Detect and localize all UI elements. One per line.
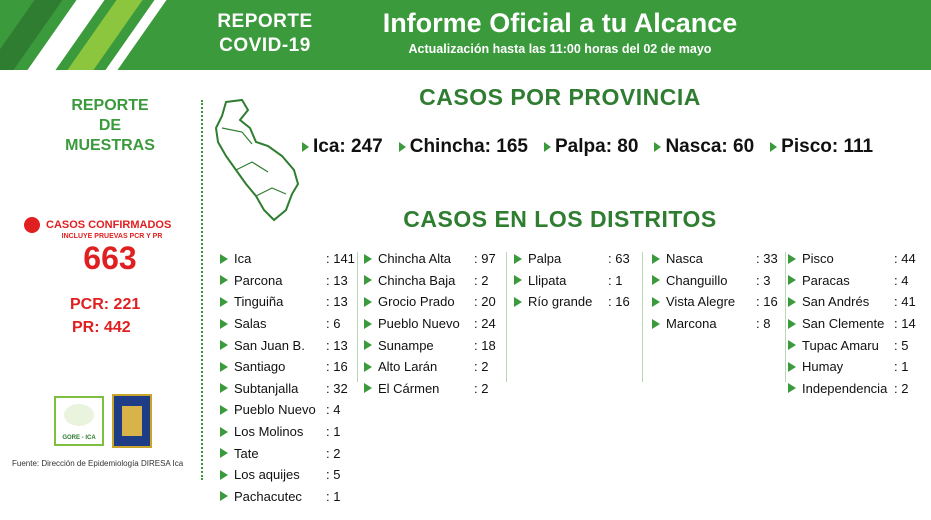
district-count: : 33 — [756, 251, 778, 267]
arrow-right-icon — [220, 340, 228, 350]
vertical-divider — [201, 100, 203, 480]
district-count: : 44 — [894, 251, 916, 267]
district-name: Ica — [234, 251, 252, 267]
arrow-right-icon — [788, 362, 796, 372]
district-name: Chincha Alta — [378, 251, 451, 267]
confirmed-sublabel: INCLUYE PRUEVAS PCR Y PR — [61, 233, 163, 240]
district-count: : 2 — [894, 380, 909, 396]
district-row — [364, 313, 504, 335]
district-row — [788, 248, 924, 270]
logo-emblem — [64, 404, 94, 426]
district-count: : 4 — [894, 272, 909, 288]
district-name: Tinguiña — [234, 294, 284, 310]
district-name: Pueblo Nuevo — [234, 402, 316, 418]
arrow-right-icon — [788, 383, 796, 393]
arrow-right-icon — [652, 254, 660, 264]
province-label: Ica: 247 — [313, 136, 383, 157]
district-count: : 18 — [474, 337, 496, 353]
district-name: Changuillo — [666, 272, 728, 288]
district-count: : 2 — [474, 359, 489, 375]
logo-label: GORE - ICA — [62, 435, 96, 441]
districts-title: CASOS EN LOS DISTRITOS — [403, 206, 717, 232]
district-name: Paracas — [802, 272, 850, 288]
district-name: Llipata — [528, 272, 567, 288]
district-name: Grocio Prado — [378, 294, 455, 310]
district-count: : 1 — [326, 424, 341, 440]
arrow-right-icon — [220, 297, 228, 307]
district-row — [514, 248, 638, 270]
district-row — [220, 378, 356, 400]
district-count: : 2 — [326, 445, 341, 461]
arrow-right-icon — [220, 254, 228, 264]
district-row — [364, 356, 504, 378]
arrow-right-icon — [220, 470, 228, 480]
confirmed-label: CASOS CONFIRMADOS — [46, 219, 172, 231]
district-name: San Andrés — [802, 294, 870, 310]
arrow-right-icon — [364, 254, 372, 264]
district-column-nasca — [652, 248, 786, 334]
arrow-right-icon — [364, 319, 372, 329]
district-count: : 1 — [894, 359, 909, 375]
province-item — [302, 136, 383, 158]
district-count: : 14 — [894, 316, 916, 332]
arrow-right-icon — [220, 491, 228, 501]
arrow-right-icon — [652, 319, 660, 329]
province-item — [544, 136, 638, 158]
district-row — [788, 313, 924, 335]
district-name: Pueblo Nuevo — [378, 316, 460, 332]
pr-count: PR: 442 — [72, 319, 131, 336]
district-name: Tate — [234, 445, 259, 461]
district-row — [364, 248, 504, 270]
district-row — [364, 334, 504, 356]
report-line-1: REPORTE — [217, 11, 313, 32]
arrow-right-icon — [652, 275, 660, 285]
district-count: : 16 — [326, 359, 348, 375]
arrow-right-icon — [220, 383, 228, 393]
arrow-right-icon — [770, 142, 777, 152]
page-title: Informe Oficial a tu Alcance — [382, 8, 738, 38]
arrow-right-icon — [654, 142, 661, 152]
district-row — [220, 334, 356, 356]
district-row — [220, 464, 356, 486]
district-name: Tupac Amaru — [802, 337, 879, 353]
district-row — [220, 248, 356, 270]
district-row — [220, 486, 356, 508]
district-count: : 6 — [326, 316, 341, 332]
ica-region-map-icon — [212, 98, 302, 222]
district-count: : 1 — [326, 488, 341, 504]
page-subtitle: Actualización hasta las 11:00 horas del 02 de mayo — [408, 42, 712, 56]
arrow-right-icon — [788, 319, 796, 329]
district-count: : 63 — [608, 251, 630, 267]
arrow-right-icon — [302, 142, 309, 152]
district-count: : 2 — [474, 272, 489, 288]
district-row — [364, 270, 504, 292]
district-name: Subtanjalla — [234, 380, 299, 396]
district-count: : 5 — [326, 467, 341, 483]
district-column-chincha — [364, 248, 504, 399]
district-count: : 16 — [756, 294, 778, 310]
samples-title-line: MUESTRAS — [65, 137, 155, 154]
district-row — [220, 421, 356, 443]
district-row — [220, 442, 356, 464]
column-divider — [506, 252, 507, 382]
provinces-title: CASOS POR PROVINCIA — [419, 84, 701, 110]
gore-ica-logo — [54, 396, 104, 446]
arrow-right-icon — [788, 275, 796, 285]
district-row — [788, 291, 924, 313]
samples-title-line: DE — [98, 117, 122, 134]
arrow-right-icon — [364, 340, 372, 350]
arrow-right-icon — [220, 405, 228, 415]
district-name: Pisco — [802, 251, 834, 267]
district-row — [364, 378, 504, 400]
report-label — [205, 10, 325, 58]
district-count: : 41 — [894, 294, 916, 310]
district-name: Los Molinos — [234, 424, 304, 440]
district-name: Río grande — [528, 294, 593, 310]
district-name: Parcona — [234, 272, 283, 288]
district-name: Pachacutec — [234, 488, 302, 504]
province-label: Chincha: 165 — [409, 136, 528, 157]
district-name: Sunampe — [378, 337, 434, 353]
district-name: Santiago — [234, 359, 286, 375]
samples-report-title — [40, 96, 180, 156]
district-count: : 97 — [474, 251, 496, 267]
arrow-right-icon — [788, 340, 796, 350]
district-count: : 4 — [326, 402, 341, 418]
district-row — [788, 378, 924, 400]
province-label: Palpa: 80 — [555, 136, 639, 157]
district-row — [652, 291, 786, 313]
header-banner — [0, 0, 931, 70]
province-label: Nasca: 60 — [665, 136, 755, 157]
district-count: : 32 — [326, 380, 348, 396]
district-row — [220, 270, 356, 292]
arrow-right-icon — [399, 142, 406, 152]
province-label: Pisco: 111 — [781, 136, 874, 157]
district-row — [788, 334, 924, 356]
district-count: : 141 — [326, 251, 355, 267]
arrow-right-icon — [514, 297, 522, 307]
district-name: Humay — [802, 359, 844, 375]
district-name: Chincha Baja — [378, 272, 456, 288]
district-count: : 16 — [608, 294, 630, 310]
district-count: : 1 — [608, 272, 623, 288]
province-item — [654, 136, 754, 158]
arrow-right-icon — [220, 362, 228, 372]
district-row — [220, 313, 356, 335]
district-count: : 13 — [326, 272, 348, 288]
district-row — [652, 248, 786, 270]
district-name: Los aquijes — [234, 467, 300, 483]
diresa-shield-logo — [112, 394, 152, 448]
district-column-ica — [220, 248, 356, 507]
arrow-right-icon — [220, 319, 228, 329]
arrow-right-icon — [788, 254, 796, 264]
red-dot-icon — [24, 217, 40, 233]
arrow-right-icon — [364, 362, 372, 372]
arrow-right-icon — [514, 275, 522, 285]
samples-title-line: REPORTE — [71, 97, 149, 114]
district-name: Alto Larán — [378, 359, 438, 375]
report-line-2: COVID-19 — [219, 35, 311, 56]
district-count: : 13 — [326, 294, 348, 310]
district-name: Salas — [234, 316, 267, 332]
arrow-right-icon — [788, 297, 796, 307]
district-column-palpa — [514, 248, 638, 313]
province-list — [302, 136, 889, 158]
district-name: San Clemente — [802, 316, 885, 332]
confirmed-total: 663 — [83, 240, 137, 276]
district-row — [514, 270, 638, 292]
district-row — [652, 270, 786, 292]
district-count: : 2 — [474, 380, 489, 396]
arrow-right-icon — [364, 383, 372, 393]
arrow-right-icon — [514, 254, 522, 264]
district-name: Vista Alegre — [666, 294, 736, 310]
district-row — [220, 399, 356, 421]
district-row — [220, 291, 356, 313]
arrow-right-icon — [364, 297, 372, 307]
arrow-right-icon — [544, 142, 551, 152]
province-item — [399, 136, 528, 158]
district-name: Independencia — [802, 380, 888, 396]
arrow-right-icon — [220, 275, 228, 285]
district-name: San Juan B. — [234, 337, 305, 353]
district-row — [514, 291, 638, 313]
arrow-right-icon — [652, 297, 660, 307]
district-count: : 13 — [326, 337, 348, 353]
district-row — [652, 313, 786, 335]
district-column-pisco — [788, 248, 924, 399]
district-name: Marcona — [666, 316, 717, 332]
shield-emblem — [122, 406, 142, 436]
district-count: : 3 — [756, 272, 771, 288]
district-row — [788, 270, 924, 292]
district-name: El Cármen — [378, 380, 440, 396]
district-count: : 24 — [474, 316, 496, 332]
district-count: : 8 — [756, 316, 771, 332]
district-count: : 5 — [894, 337, 909, 353]
column-divider — [357, 252, 358, 382]
district-row — [364, 291, 504, 313]
district-row — [788, 356, 924, 378]
district-row — [220, 356, 356, 378]
province-item — [770, 136, 873, 158]
arrow-right-icon — [220, 427, 228, 437]
arrow-right-icon — [220, 448, 228, 458]
source-note: Fuente: Dirección de Epidemiología DIRESA Ica — [12, 459, 184, 468]
arrow-right-icon — [364, 275, 372, 285]
pcr-count: PCR: 221 — [70, 296, 141, 313]
column-divider — [642, 252, 643, 382]
district-name: Nasca — [666, 251, 703, 267]
district-name: Palpa — [528, 251, 562, 267]
district-count: : 20 — [474, 294, 496, 310]
